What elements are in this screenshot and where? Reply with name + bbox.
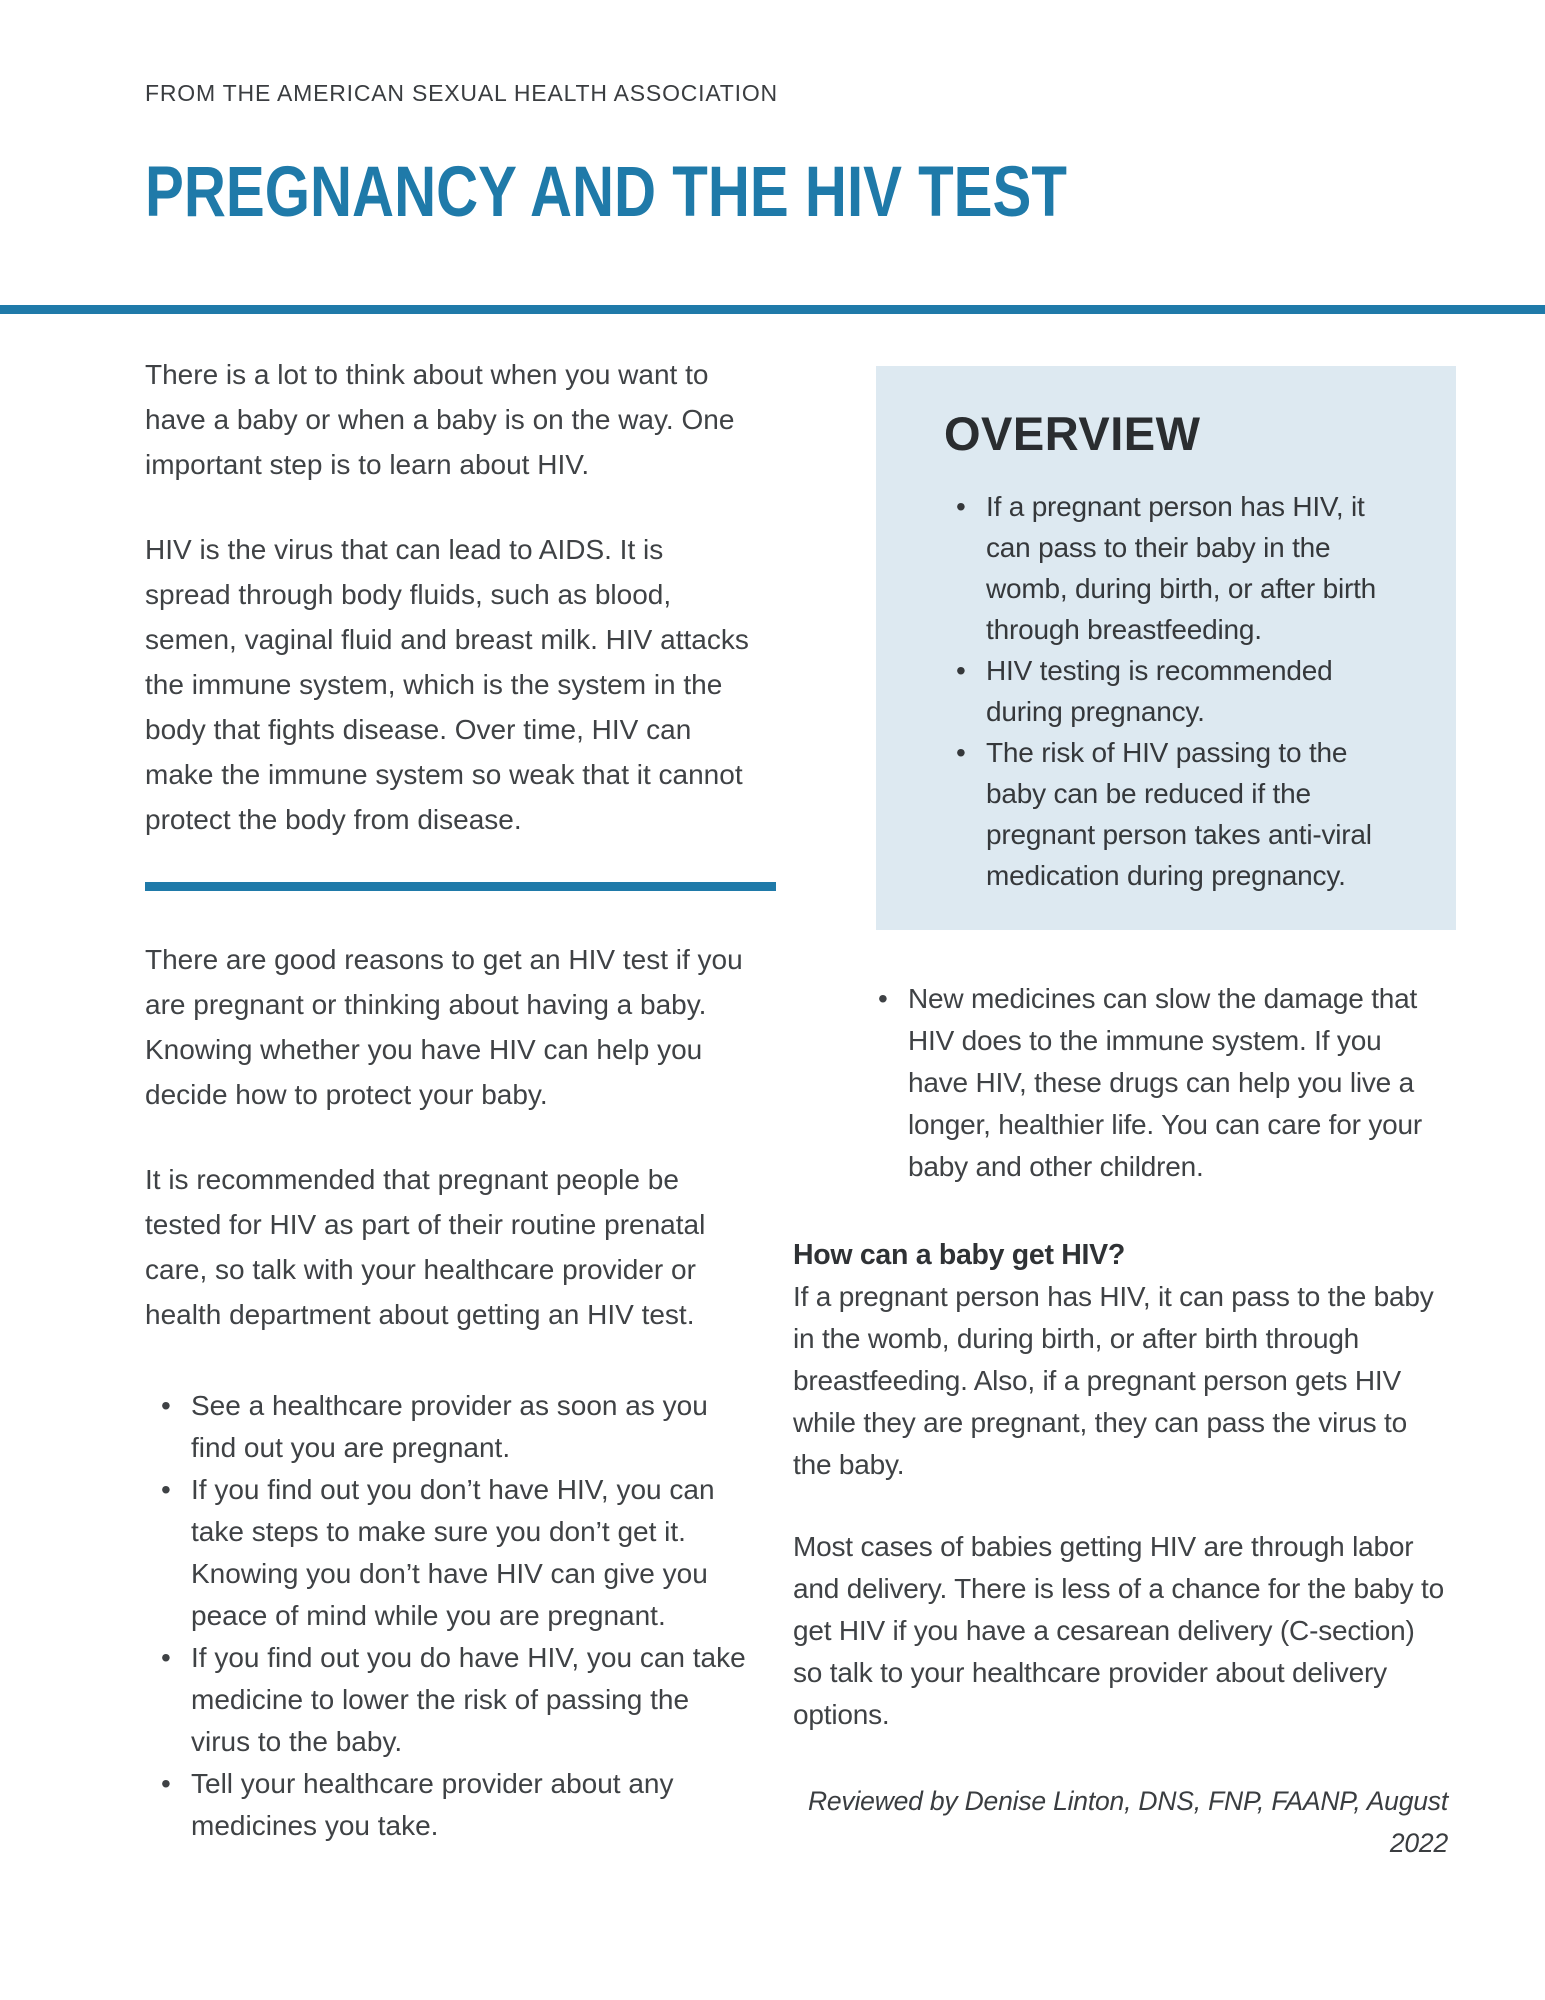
kicker-text: FROM THE AMERICAN SEXUAL HEALTH ASSOCIATION <box>145 80 778 106</box>
section-heading: How can a baby get HIV? <box>793 1238 1125 1271</box>
right-bullet-list <box>793 978 1448 1188</box>
overview-heading: OVERVIEW <box>944 407 1201 460</box>
paragraph: There are good reasons to get an HIV test if you are pregnant or thinking about having a baby. Knowing whether you have HIV can help you decide how to protect your baby. <box>145 944 743 1110</box>
list-item: • If a pregnant person has HIV, it can pass to their baby in the womb, during birth, or after birth through breastfeeding. <box>986 486 1404 650</box>
overview-box <box>876 366 1456 930</box>
left-bullet-list <box>145 1385 753 1847</box>
right-column <box>793 352 1448 1864</box>
paragraph: There is a lot to think about when you want to have a baby or when a baby is on the way. One important step is to learn about HIV. <box>145 359 735 480</box>
overview-bullet-list <box>944 486 1404 896</box>
list-item: • See a healthcare provider as soon as you find out you are pregnant. <box>191 1385 753 1469</box>
list-item: • Tell your healthcare provider about any medicines you take. <box>191 1763 753 1847</box>
list-item: • HIV testing is recommended during pregnancy. <box>986 650 1404 732</box>
paragraph: It is recommended that pregnant people be tested for HIV as part of their routine prenatal care, so talk with your healthcare provider or health department about getting an HIV test. <box>145 1164 706 1330</box>
content-columns <box>145 352 1448 1864</box>
left-column <box>145 352 753 1864</box>
review-credit: Reviewed by Denise Linton, DNS, FNP, FAANP, August 2022 <box>807 1785 1448 1858</box>
list-item: • The risk of HIV passing to the baby can be reduced if the pregnant person takes anti-viral medication during pregnancy. <box>986 732 1404 896</box>
paragraph: If a pregnant person has HIV, it can pass to the baby in the womb, during birth, or after birth through breastfeeding. Also, if a pregnant person gets HIV while they are pregnant, they can pass the virus to the baby. <box>793 1280 1434 1480</box>
page-title: PREGNANCY AND THE HIV TEST <box>145 153 1067 232</box>
paragraph: Most cases of babies getting HIV are through labor and delivery. There is less of a chance for the baby to get HIV if you have a cesarean delivery (C-section) so talk to your healthcare provider about delivery options. <box>793 1530 1445 1730</box>
list-item: • New medicines can slow the damage that HIV does to the immune system. If you have HIV, these drugs can help you live a longer, healthier life. You can care for your baby and other children. <box>908 978 1448 1188</box>
list-item: • If you find out you don’t have HIV, you can take steps to make sure you don’t get it. Knowing you don’t have HIV can give you peace of mind while you are pregnant. <box>191 1469 753 1637</box>
paragraph: HIV is the virus that can lead to AIDS. It is spread through body fluids, such as blood, semen, vaginal fluid and breast milk. HIV attacks the immune system, which is the system in the body that fights disease. Over time, HIV can make the immune system so weak that it cannot protect the body from disease. <box>145 534 749 835</box>
top-divider <box>0 305 1545 314</box>
section-divider <box>145 882 776 891</box>
list-item: • If you find out you do have HIV, you can take medicine to lower the risk of passing the virus to the baby. <box>191 1637 753 1763</box>
